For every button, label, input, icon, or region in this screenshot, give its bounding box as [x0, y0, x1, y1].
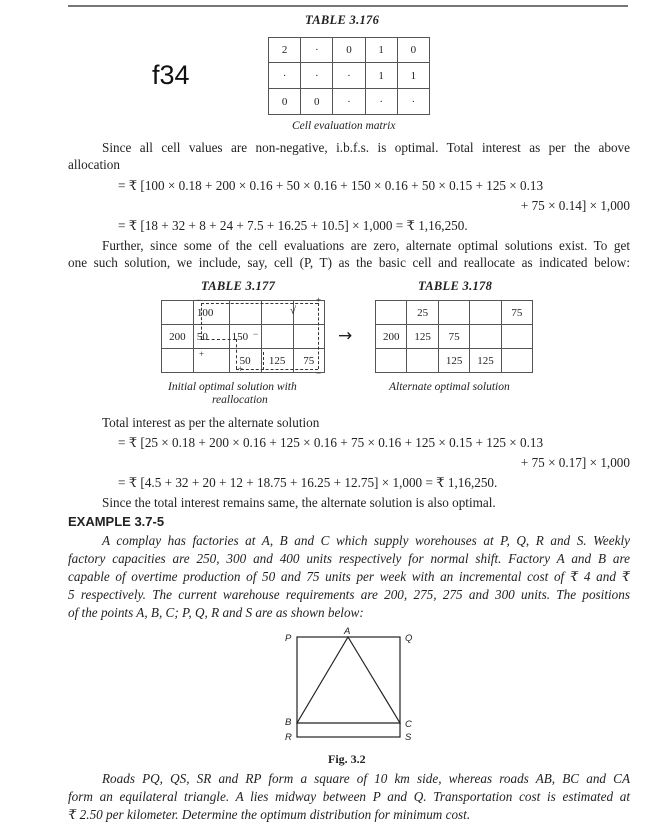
- table-cell: [376, 301, 407, 325]
- example-heading: EXAMPLE 3.7-5: [68, 514, 165, 529]
- table-cell: ·: [301, 63, 333, 89]
- table-cell: 0: [333, 38, 365, 63]
- check-mark: √: [290, 305, 297, 317]
- para4-line1: Roads PQ, QS, SR and RP form a square of 10 km side, whereas roads AB, BC and CA: [102, 771, 630, 786]
- triangle-abc: [297, 637, 400, 723]
- plus-mark: +: [238, 364, 244, 374]
- table-cell: 1: [365, 38, 397, 63]
- table-cell: 25: [407, 301, 438, 325]
- label-a: A: [344, 626, 351, 637]
- loop-left-lower: [236, 339, 237, 369]
- plus-mark: +: [199, 349, 205, 359]
- table-cell: 125: [261, 349, 293, 373]
- table-cell: 2: [269, 38, 301, 63]
- table-cell: 200: [162, 325, 194, 349]
- table-cell: 150: [229, 325, 261, 349]
- label-c: C: [405, 719, 412, 730]
- table-cell: 0: [301, 89, 333, 115]
- table-3178: [375, 300, 533, 373]
- figure-caption: Fig. 3.2: [328, 752, 366, 766]
- table-cell: ·: [397, 89, 429, 115]
- label-q: Q: [405, 633, 413, 644]
- table-3178-caption: Alternate optimal solution: [389, 381, 510, 393]
- label-b: B: [285, 717, 292, 728]
- figure-3-2: [280, 625, 420, 750]
- plus-mark: +: [316, 295, 322, 305]
- table-cell: ·: [365, 89, 397, 115]
- para1-line2: allocation: [68, 157, 120, 172]
- top-rule: [68, 5, 628, 7]
- equation-4: = ₹ [4.5 + 32 + 20 + 12 + 18.75 + 16.25 + 12.75] × 1,000 = ₹ 1,16,250.: [118, 475, 498, 490]
- table-cell: 125: [407, 325, 438, 349]
- loop-right: [318, 303, 319, 369]
- table-cell: 0: [269, 89, 301, 115]
- table-cell: [261, 325, 293, 349]
- table-cell: 50: [229, 349, 261, 373]
- table-3178-title: TABLE 3.178: [418, 279, 493, 293]
- table-cell: 1: [365, 63, 397, 89]
- para3-line1: Total interest as per the alternate solution: [102, 415, 320, 430]
- table-cell: 200: [376, 325, 407, 349]
- para4-line3: ₹ 2.50 per kilometer. Determine the optimum distribution for minimum cost.: [68, 807, 471, 822]
- table-3177: [161, 300, 325, 373]
- table-cell: [407, 349, 438, 373]
- equation-3b: + 75 × 0.17] × 1,000: [520, 455, 630, 470]
- example-line1: A complay has factories at A, B and C which supply worehouses at P, Q, R and S. Weekly: [102, 533, 630, 548]
- loop-mid: [201, 339, 236, 340]
- table-3177-caption-line2: reallocation: [212, 394, 268, 406]
- table-cell: [261, 301, 293, 325]
- table-cell: [470, 325, 501, 349]
- table-cell: [229, 301, 261, 325]
- loop-divider: [263, 352, 264, 370]
- table-cell: 75: [438, 325, 469, 349]
- example-line3: capable of overtime production of 50 and 75 units per week with an incremental cost of ₹ 4 and ₹: [68, 569, 630, 584]
- example-line4: 5 respectively. The current warehouse requirements are 200, 275, 275 and 300 units. The positions: [68, 587, 630, 602]
- table-3177-caption-line1: Initial optimal solution with: [168, 381, 297, 393]
- table-cell: [438, 301, 469, 325]
- minus-mark: −: [316, 368, 322, 378]
- table-cell: 125: [438, 349, 469, 373]
- equation-2: = ₹ [18 + 32 + 8 + 24 + 7.5 + 16.25 + 10.5] × 1,000 = ₹ 1,16,250.: [118, 218, 468, 233]
- equation-1a: = ₹ [100 × 0.18 + 200 × 0.16 + 50 × 0.16 + 150 × 0.16 + 50 × 0.15 + 125 × 0.13: [118, 178, 544, 193]
- table-cell: ·: [333, 89, 365, 115]
- table-3177-title: TABLE 3.177: [201, 279, 276, 293]
- right-arrow-icon: →: [338, 326, 353, 346]
- para4-line2: form an equilateral triangle. A lies midway between P and Q. Transportation cost is estimated at: [68, 789, 630, 804]
- square-pqsr: [297, 637, 400, 737]
- table-3176: [268, 37, 430, 115]
- equation-1b: + 75 × 0.14] × 1,000: [520, 198, 630, 213]
- table-cell: [470, 301, 501, 325]
- example-line2: factory capacities are 250, 300 and 400 units respectively for normal shift. Factory A and B are: [68, 551, 630, 566]
- table-cell: [162, 301, 194, 325]
- table-cell: 1: [397, 63, 429, 89]
- table-cell: 0: [397, 38, 429, 63]
- minus-mark: −: [253, 329, 259, 339]
- equation-3a: = ₹ [25 × 0.18 + 200 × 0.16 + 125 × 0.16 + 75 × 0.16 + 125 × 0.15 + 125 × 0.13: [118, 435, 544, 450]
- table-cell: [162, 349, 194, 373]
- para2-line1: Further, since some of the cell evaluations are zero, alternate optimal solutions exist. To get: [102, 238, 630, 253]
- para3-line2: Since the total interest remains same, the alternate solution is also optimal.: [102, 495, 496, 510]
- table-3176-title: TABLE 3.176: [305, 13, 380, 27]
- table-cell: 125: [470, 349, 501, 373]
- loop-left-upper: [201, 303, 202, 339]
- watermark-label: f34: [152, 60, 190, 90]
- loop-top: [201, 303, 318, 304]
- table-cell: ·: [269, 63, 301, 89]
- table-cell: [376, 349, 407, 373]
- label-p: P: [285, 633, 292, 644]
- table-cell: 75: [293, 349, 325, 373]
- label-r: R: [285, 732, 292, 743]
- table-cell: ·: [333, 63, 365, 89]
- table-3176-caption: Cell evaluation matrix: [292, 120, 396, 132]
- table-cell: [501, 349, 532, 373]
- para1-line1: Since all cell values are non-negative, i.b.f.s. is optimal. Total interest as per the above: [102, 140, 630, 155]
- table-cell: 100: [193, 301, 229, 325]
- table-cell: ·: [301, 38, 333, 63]
- example-line5: of the points A, B, C; P, Q, R and S are as shown below:: [68, 605, 364, 620]
- table-cell: 75: [501, 301, 532, 325]
- label-s: S: [405, 732, 412, 743]
- table-cell: [501, 325, 532, 349]
- table-cell: [293, 325, 325, 349]
- minus-mark: −: [196, 295, 202, 305]
- loop-bottom: [236, 369, 318, 370]
- para2-line2: one such solution, we include, say, cell (P, T) as the basic cell and reallocate as indicated below:: [68, 255, 630, 270]
- table-cell: 50: [193, 325, 229, 349]
